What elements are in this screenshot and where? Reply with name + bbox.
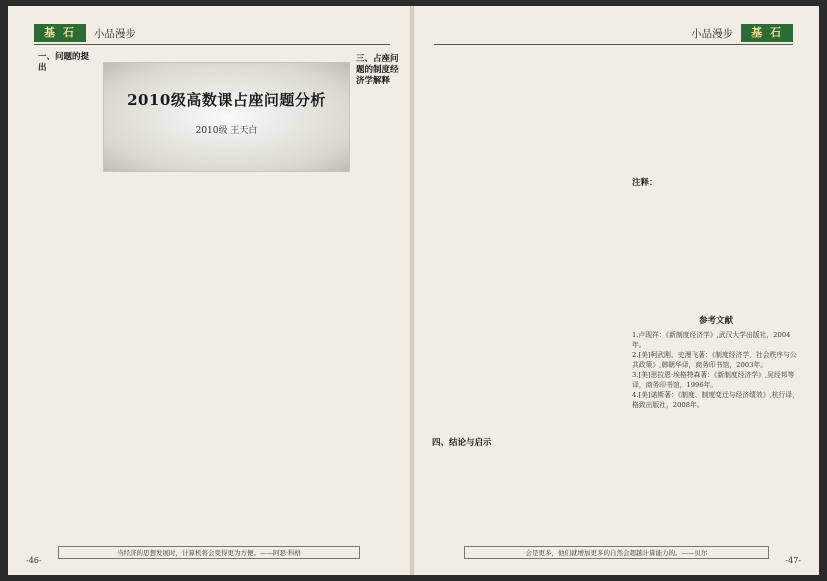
section-badge: 基 石 — [34, 24, 86, 42]
column-name: 小品漫步 — [691, 27, 734, 40]
title-banner — [103, 62, 350, 172]
reference-item: 2.[美]柯武刚、史漫飞著：《制度经济学，社会秩序与公共政策》,韩朝华译，商务印书馆，2003年。 — [632, 351, 797, 369]
right-page-number: -47- — [785, 556, 801, 565]
header-rule — [34, 44, 390, 45]
column-name: 小品漫步 — [93, 27, 136, 40]
right-header — [683, 24, 793, 42]
right-footer-quote: 会是更多，他们就增加更多的自然会超越计算能力的。——贝尔 — [464, 546, 769, 559]
heading-intro: 一、问题的提出 — [38, 52, 90, 73]
heading-reasons: 三、占座问题的制度经济学解释 — [356, 54, 399, 86]
references-heading: 参考文献 — [698, 316, 733, 326]
left-body-area — [26, 182, 392, 551]
left-footer-quote: 当经济的思想发展时，计算机将会变得更为方便。——阿瑟·科格 — [58, 546, 360, 559]
left-page-number: -46- — [26, 556, 42, 565]
header-rule — [434, 44, 793, 45]
left-header — [34, 24, 144, 42]
reference-item: 1.卢现祥：《新制度经济学》,武汉大学出版社，2004年。 — [632, 331, 791, 349]
reference-item: 3.[美]思拉恩·埃格特森著：《新制度经济学》,吴经邦等译，商务印书馆，1996年。 — [632, 371, 795, 389]
section-badge: 基 石 — [741, 24, 793, 42]
reference-item: 4.[美]诺斯著：《制度、制度变迁与经济绩效》,杭行译，格致出版社，2008年。 — [632, 391, 799, 409]
notes-and-references — [632, 176, 800, 410]
right-page — [414, 6, 819, 575]
article-title: 2010级高数课占座问题分析 — [127, 91, 326, 109]
reference-list — [632, 330, 800, 410]
notes-heading: 注释： — [632, 178, 658, 188]
left-page — [8, 6, 410, 575]
article-author: 2010级 王天白 — [195, 126, 258, 136]
heading-conclusion: 四、结论与启示 — [432, 438, 492, 448]
